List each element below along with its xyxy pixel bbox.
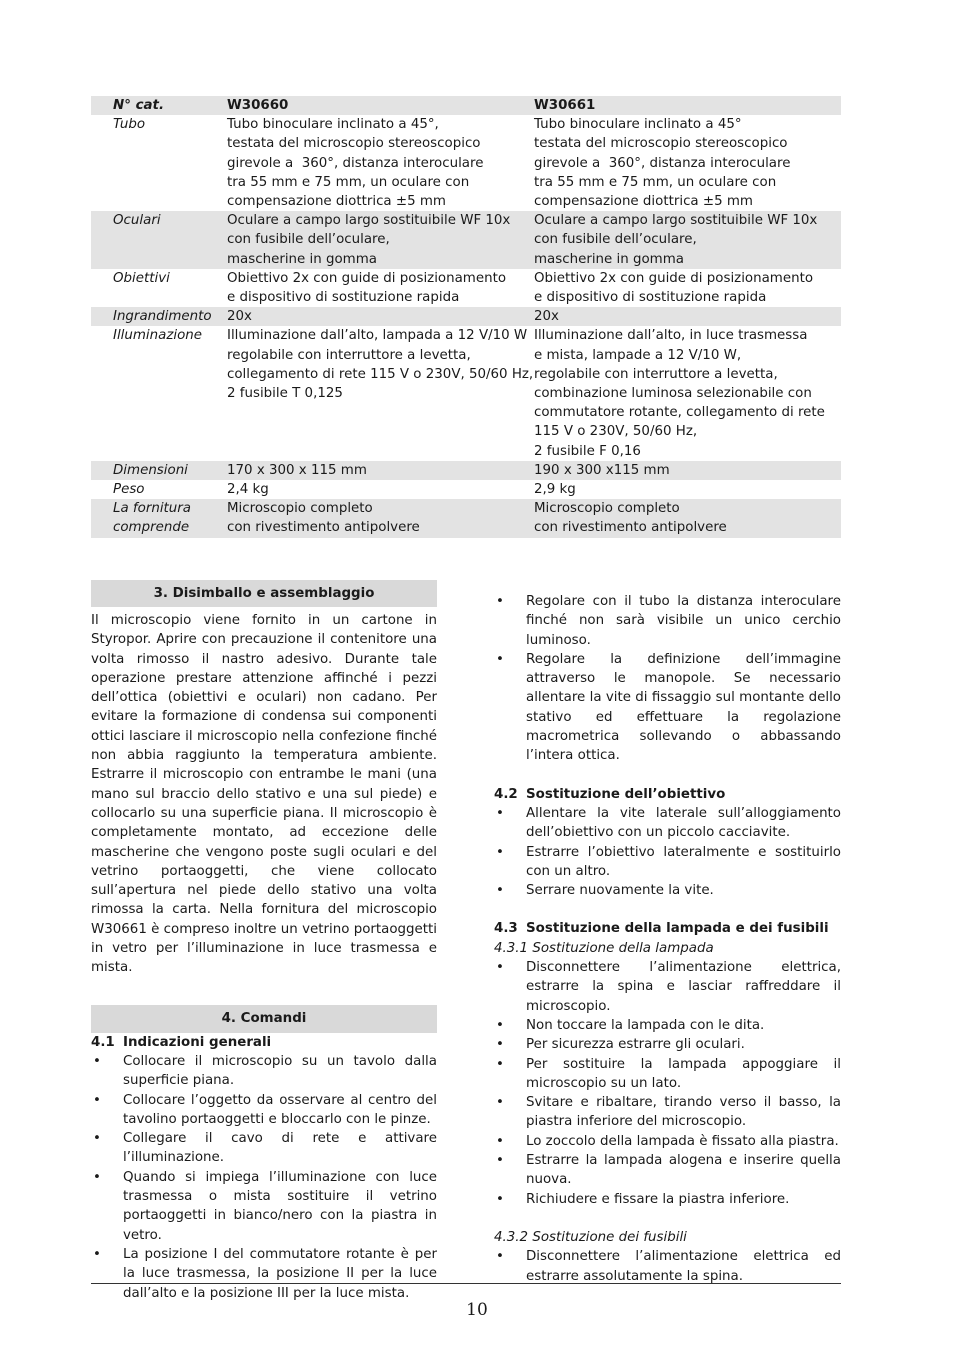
list-item: • Collocare l’oggetto da osservare al centro del tavolino portaoggetti e bloccarlo con le pinze.	[91, 1091, 437, 1130]
spec-cell-b	[534, 211, 841, 269]
list-item: • Disconnettere l’alimentazione elettrica ed estrarre assolutamente la spina.	[494, 1247, 841, 1286]
list-4-1	[91, 1052, 437, 1303]
left-column	[91, 580, 437, 1303]
spec-body	[91, 115, 841, 537]
spec-cell-line: mascherine in gomma	[227, 251, 377, 267]
spec-cell-line: La fornitura	[113, 501, 191, 517]
spec-cell-line: e mista, lampade a 12 V/10 W,	[534, 347, 742, 363]
spec-cell-label	[91, 499, 227, 537]
list-item: • Svitare e ribaltare, tirando verso il basso, la piastra inferiore del microscopio.	[494, 1093, 841, 1132]
spec-cell-line: testata del microscopio stereoscopico	[534, 136, 788, 152]
spec-cell-line: 2,4 kg	[227, 482, 269, 498]
spec-cell-line: girevole a 360°, distanza interoculare	[534, 155, 791, 171]
spec-cell-line: Illuminazione	[113, 328, 203, 344]
spec-cell-line: 190 x 300 x115 mm	[534, 462, 670, 478]
spec-cell-line: con rivestimento antipolvere	[534, 520, 727, 536]
spec-cell-line: Illuminazione dall’alto, in luce trasmessa	[534, 328, 808, 344]
spec-cell-label	[91, 461, 227, 480]
spec-cell-b	[534, 307, 841, 326]
spec-cell-a	[227, 269, 534, 307]
spec-cell-a	[227, 499, 534, 537]
list-item: • Regolare la definizione dell’immagine attraverso le manopole. Se necessario allentare la vite di fissaggio sul montante dello stativo ed effettuare la regolazione macrometrica sollevando o abbassando l’intera ottica.	[494, 650, 841, 766]
spec-cell-label	[91, 269, 227, 307]
spec-cell-line: 2 fusibile T 0,125	[227, 386, 343, 402]
spec-cell-line: tra 55 mm e 75 mm, un oculare con	[227, 174, 470, 190]
section-4-title: 4. Comandi	[91, 1005, 437, 1033]
heading-4-1	[91, 1033, 437, 1052]
spec-cell-b	[534, 461, 841, 480]
spec-cell-line: regolabile con interruttore a levetta,	[227, 347, 471, 363]
spec-cell-b	[534, 326, 841, 460]
spec-cell-line: e dispositivo di sostituzione rapida	[227, 290, 460, 306]
list-4-3-2	[494, 1247, 841, 1286]
spec-row	[91, 115, 841, 211]
spec-row	[91, 269, 841, 307]
list-item: • Lo zoccolo della lampada è fissato alla piastra.	[494, 1132, 841, 1151]
spec-cell-line: 115 V o 230V, 50/60 Hz,	[534, 424, 698, 440]
spec-cell-line: regolabile con interruttore a levetta,	[534, 366, 778, 382]
section-3-title: 3. Disimballo e assemblaggio	[91, 580, 437, 607]
list-item: • Regolare con il tubo la distanza interoculare finché non sarà visibile un unico cerchio luminoso.	[494, 592, 841, 650]
spec-row	[91, 480, 841, 499]
spec-cell-line: girevole a 360°, distanza interoculare	[227, 155, 484, 171]
spec-cell-line: Oculari	[113, 213, 161, 229]
spec-cell-line: Tubo binoculare inclinato a 45°,	[227, 117, 439, 133]
spec-table	[91, 96, 841, 538]
subheading-4-3-2: 4.3.2 Sostituzione dei fusibili	[494, 1229, 687, 1245]
spec-header-b: W30661	[534, 96, 841, 115]
spec-cell-line: Dimensioni	[113, 462, 188, 478]
spec-cell-line: testata del microscopio stereoscopico	[227, 136, 481, 152]
spec-cell-line: con fusibile dell’oculare,	[227, 232, 390, 248]
subheading-4-3-1: 4.3.1 Sostituzione della lampada	[494, 940, 714, 956]
spec-cell-line: 20x	[534, 309, 559, 325]
list-item: • Collegare il cavo di rete e attivare l’illuminazione.	[91, 1129, 437, 1168]
spec-cell-line: con rivestimento antipolvere	[227, 520, 420, 536]
spec-header-label: N° cat.	[91, 96, 227, 115]
spec-cell-line: 2,9 kg	[534, 482, 576, 498]
heading-4-3-number: 4.3	[494, 921, 518, 937]
heading-4-3-text: Sostituzione della lampada e dei fusibili	[526, 921, 829, 937]
spec-cell-a	[227, 461, 534, 480]
list-item: • Per sicurezza estrarre gli oculari.	[494, 1035, 841, 1054]
spec-cell-a	[227, 307, 534, 326]
spec-cell-line: Tubo binoculare inclinato a 45°	[534, 117, 742, 133]
spec-cell-line: comprende	[113, 520, 190, 536]
list-item: • Non toccare la lampada con le dita.	[494, 1016, 841, 1035]
spec-cell-label	[91, 211, 227, 269]
spec-cell-line: Tubo	[113, 117, 146, 133]
spec-cell-label	[91, 307, 227, 326]
spec-cell-b	[534, 480, 841, 499]
spec-cell-a	[227, 115, 534, 211]
spec-cell-line: Microscopio completo	[534, 501, 680, 517]
spec-cell-label	[91, 326, 227, 460]
heading-4-2-number: 4.2	[494, 786, 518, 802]
section-3-body: Il microscopio viene fornito in un cartone in Styropor. Aprire con precauzione il contenitore una volta rimosso il nastro adesivo. Durante tale operazione prestare attenzione affinché i pezzi dell’ottica (obiettivi e oculari) non cadano. Per evitare la formazione di condensa sui componenti ottici lasciare il microscopio nella confezione finché non abbia raggiunto la temperatura ambiente. Estrarre il microscopio con entrambe le mani (una mano sul braccio dello stativo e una sul piede) e collocarlo su una superficie piana. Il microscopio è completamente montato, ad eccezione delle mascherine che vengono poste sugli oculari e del vetrino portaoggetti, che viene collocato sull’apertura nel piede dello stativo una volta rimossa la carta. Nella fornitura del microscopio W30661 è compreso inoltre un vetrino portaoggetti in vetro per l’illuminazione in luce trasmessa e mista.	[91, 613, 437, 976]
heading-4-2	[494, 785, 841, 804]
spec-cell-a	[227, 211, 534, 269]
heading-4-2-text: Sostituzione dell’obiettivo	[526, 786, 726, 802]
list-item: • Serrare nuovamente la vite.	[494, 881, 841, 900]
spec-cell-line: Peso	[113, 482, 145, 498]
spec-row	[91, 326, 841, 460]
spec-cell-line: Illuminazione dall’alto, lampada a 12 V/10 W	[227, 328, 528, 344]
spec-cell-line: Microscopio completo	[227, 501, 373, 517]
spec-cell-line: compensazione diottrica ±5 mm	[227, 194, 446, 210]
spec-cell-line: tra 55 mm e 75 mm, un oculare con	[534, 174, 777, 190]
list-item: • La posizione I del commutatore rotante è per la luce trasmessa, la posizione II per la luce dall’alto e la posizione III per la luce mista.	[91, 1245, 437, 1303]
list-item: • Quando si impiega l’illuminazione con luce trasmessa o mista sostituire il vetrino portaoggetti in bianco/nero con la piastra in vetro.	[91, 1168, 437, 1245]
spec-row	[91, 307, 841, 326]
spec-cell-line: mascherine in gomma	[534, 251, 684, 267]
list-4-3-1	[494, 958, 841, 1209]
spec-header-a: W30660	[227, 96, 534, 115]
spec-cell-line: e dispositivo di sostituzione rapida	[534, 290, 767, 306]
list-item: • Richiudere e fissare la piastra inferiore.	[494, 1190, 841, 1209]
spec-cell-line: con fusibile dell’oculare,	[534, 232, 697, 248]
spec-cell-line: commutatore rotante, collegamento di rete	[534, 405, 825, 421]
spec-cell-b	[534, 269, 841, 307]
heading-4-1-text: Indicazioni generali	[123, 1034, 272, 1050]
list-item: • Per sostituire la lampada appoggiare il microscopio su un lato.	[494, 1055, 841, 1094]
spec-cell-a	[227, 326, 534, 460]
list-item: • Allentare la vite laterale sull’alloggiamento dell’obiettivo con un piccolo cacciavite.	[494, 804, 841, 843]
spec-cell-a	[227, 480, 534, 499]
spec-cell-line: 20x	[227, 309, 252, 325]
spec-cell-line: 170 x 300 x 115 mm	[227, 462, 367, 478]
spec-cell-line: 2 fusibile F 0,16	[534, 443, 641, 459]
list-4-2	[494, 804, 841, 900]
spec-cell-b	[534, 499, 841, 537]
spec-cell-line: combinazione luminosa selezionabile con	[534, 386, 812, 402]
right-column	[494, 592, 841, 1286]
list-item: • Estrarre l’obiettivo lateralmente e sostituirlo con un altro.	[494, 843, 841, 882]
spec-cell-line: Oculare a campo largo sostituibile WF 10x	[534, 213, 818, 229]
footer-rule	[91, 1283, 841, 1284]
list-4-1-continued	[494, 592, 841, 766]
spec-cell-label	[91, 480, 227, 499]
spec-cell-line: Oculare a campo largo sostituibile WF 10x	[227, 213, 511, 229]
spec-row	[91, 211, 841, 269]
page-number: 10	[466, 1300, 488, 1320]
spec-cell-line: Ingrandimento	[113, 309, 212, 325]
spec-cell-line: Obiettivo 2x con guide di posizionamento	[227, 270, 507, 286]
list-item: • Disconnettere l’alimentazione elettrica, estrarre la spina e lasciar raffreddare il microscopio.	[494, 958, 841, 1016]
list-item: • Collocare il microscopio su un tavolo dalla superficie piana.	[91, 1052, 437, 1091]
spec-cell-line: Obiettivo 2x con guide di posizionamento	[534, 270, 814, 286]
spec-cell-label	[91, 115, 227, 211]
spec-cell-line: compensazione diottrica ±5 mm	[534, 194, 753, 210]
spec-cell-line: collegamento di rete 115 V o 230V, 50/60 Hz,	[227, 366, 534, 382]
spec-row	[91, 499, 841, 537]
spec-header-row	[91, 96, 841, 115]
list-item: • Estrarre la lampada alogena e inserire quella nuova.	[494, 1151, 841, 1190]
spec-cell-line: Obiettivi	[113, 270, 170, 286]
spec-cell-b	[534, 115, 841, 211]
heading-4-3	[494, 919, 841, 938]
heading-4-1-number: 4.1	[91, 1034, 115, 1050]
spec-row	[91, 461, 841, 480]
